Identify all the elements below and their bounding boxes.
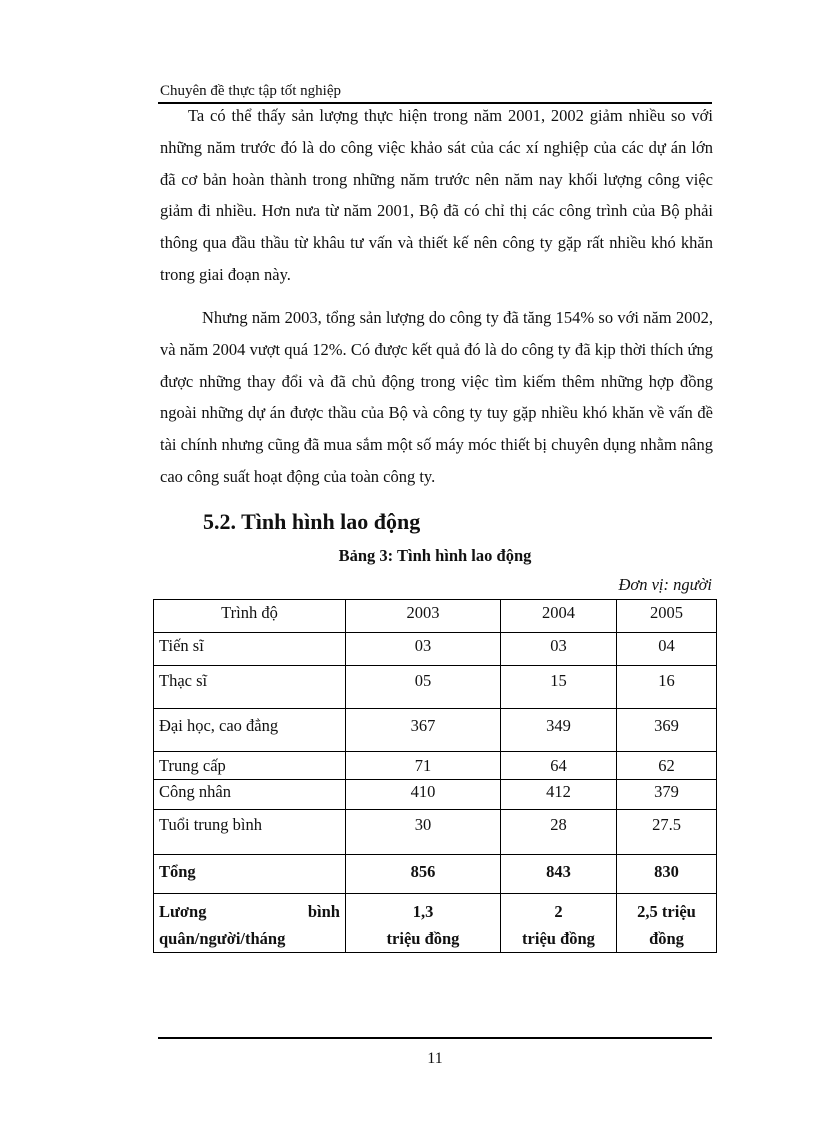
cell-value: 367 — [346, 709, 501, 752]
cell-value: triệu đồng — [386, 929, 460, 948]
header-cell-2003: 2003 — [346, 600, 501, 633]
table-caption: Bảng 3: Tình hình lao động — [338, 546, 532, 565]
salary-cell-2003 — [346, 894, 501, 953]
cell-value: 830 — [617, 855, 717, 894]
table-row — [154, 709, 717, 752]
table-row — [154, 633, 717, 666]
row-label: Đại học, cao đẳng — [154, 709, 346, 752]
salary-cell-2004 — [501, 894, 617, 953]
row-label: Tuổi trung bình — [154, 810, 346, 855]
table-row — [154, 752, 717, 780]
cell-value: 1,3 — [412, 902, 434, 921]
table-row — [154, 666, 717, 709]
page-number: 11 — [427, 1050, 443, 1067]
running-header: Chuyên đề thực tập tốt nghiệp — [160, 83, 342, 99]
cell-value: 03 — [346, 633, 501, 666]
cell-value: 16 — [617, 666, 717, 709]
salary-cell-2005 — [617, 894, 717, 953]
section-heading: 5.2. Tình hình lao động — [203, 509, 421, 534]
cell-value: 856 — [346, 855, 501, 894]
salary-label-cell — [154, 894, 346, 953]
row-label: Công nhân — [154, 780, 346, 810]
footer-divider — [158, 1037, 712, 1039]
table-unit: Đơn vị: người — [618, 575, 712, 594]
row-label: Tiến sĩ — [154, 633, 346, 666]
cell-value: 410 — [346, 780, 501, 810]
table-header-row — [154, 600, 717, 633]
cell-value: 04 — [617, 633, 717, 666]
paragraph-1: Ta có thể thấy sản lượng thực hiện trong năm 2001, 2002 giảm nhiều so với những năm trước đó là do công việc khảo sát của các xí nghiệp của các dự án lớn đã cơ bản hoàn thành trong những năm trước nên năm nay khối lượng công việc giảm đi nhiều. Hơn nưa từ năm 2001, Bộ đã có chỉ thị các công trình của Bộ phải thông qua đầu thầu từ khâu tư vấn và thiết kế nên công ty gặp rất nhiều khó khăn trong giai đoạn này. — [160, 106, 713, 284]
header-cell-2005: 2005 — [617, 600, 717, 633]
cell-value: 369 — [617, 709, 717, 752]
salary-label-word-1: Lương — [159, 902, 207, 921]
cell-value: 28 — [501, 810, 617, 855]
header-cell-2004: 2004 — [501, 600, 617, 633]
row-label: Tổng — [154, 855, 346, 894]
cell-value: 2,5 triệu — [637, 902, 696, 921]
cell-value: triệu đồng — [522, 929, 595, 948]
cell-value: đồng — [649, 929, 684, 948]
row-label: Trung cấp — [154, 752, 346, 780]
table-row — [154, 810, 717, 855]
salary-label-line-1 — [159, 898, 340, 925]
cell-value: 03 — [501, 633, 617, 666]
table-total-row — [154, 855, 717, 894]
cell-value: 27.5 — [617, 810, 717, 855]
cell-value: 62 — [617, 752, 717, 780]
cell-value: 2 — [554, 902, 563, 921]
cell-value: 379 — [617, 780, 717, 810]
cell-value: 64 — [501, 752, 617, 780]
paragraph-2: Nhưng năm 2003, tổng sản lượng do công ty đã tăng 154% so với năm 2002, và năm 2004 vượt quá 12%. Có được kết quả đó là do công ty đã kịp thời thích ứng được những thay đổi và đã chủ động trong việc tìm kiếm thêm những hợp đồng ngoài những dự án được thầu của Bộ và công ty tuy gặp nhiều khó khăn về vấn đề tài chính nhưng cũng đã mua sắm một số máy móc thiết bị chuyên dụng nhằm nâng cao công suất hoạt động của toàn công ty. — [160, 308, 713, 486]
header-cell-level: Trình độ — [154, 600, 346, 633]
salary-label-word-2: bình — [307, 902, 340, 921]
salary-label-line-2: quân/người/tháng — [159, 929, 286, 948]
cell-value: 349 — [501, 709, 617, 752]
cell-value: 15 — [501, 666, 617, 709]
cell-value: 05 — [346, 666, 501, 709]
cell-value: 412 — [501, 780, 617, 810]
table-row — [154, 780, 717, 810]
cell-value: 843 — [501, 855, 617, 894]
cell-value: 71 — [346, 752, 501, 780]
row-label: Thạc sĩ — [154, 666, 346, 709]
labor-table — [153, 599, 717, 953]
cell-value: 30 — [346, 810, 501, 855]
table-salary-row — [154, 894, 717, 953]
